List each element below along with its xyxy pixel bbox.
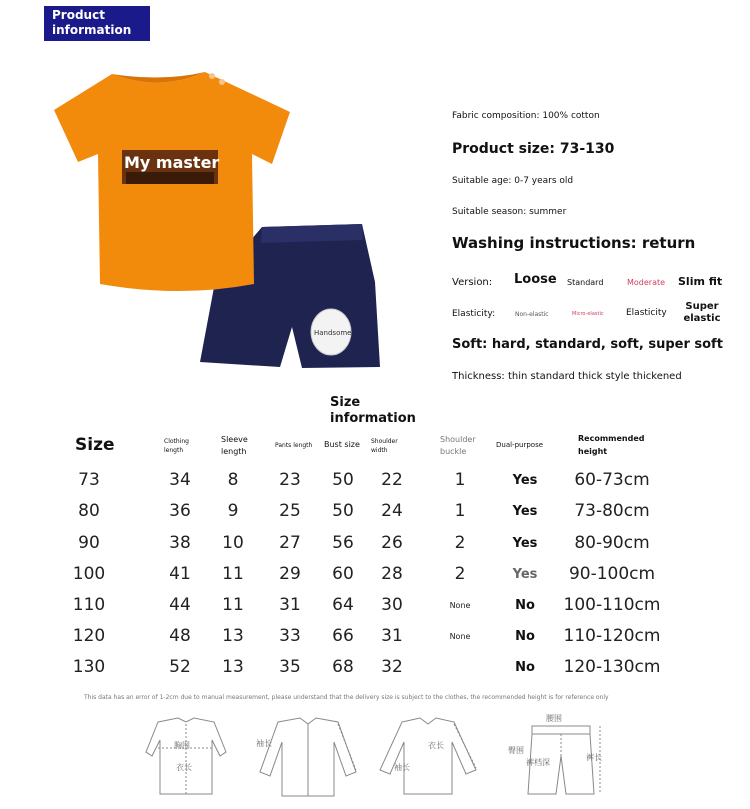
- version-option-moderate: Moderate: [627, 278, 666, 287]
- shirt-print-text: My master: [124, 153, 220, 172]
- cell-shoulder-buckle: 1: [454, 470, 466, 490]
- softness-info: Soft: hard, standard, soft, super soft: [452, 337, 723, 352]
- cell-pants-length: 35: [279, 657, 301, 677]
- diagram-label-length: 衣长: [176, 763, 192, 772]
- cell-shoulder-buckle: 1: [454, 501, 466, 521]
- header-size: Size: [75, 435, 115, 455]
- header-sleeve-length-1: Sleeve: [221, 435, 248, 444]
- version-label: Version:: [452, 277, 493, 288]
- elasticity-option-elasticity: Elasticity: [626, 308, 667, 318]
- header-recommended-height-1: Recommended: [578, 434, 645, 443]
- cell-shoulder-buckle: 2: [454, 533, 466, 553]
- header-bust-size: Bust size: [324, 440, 360, 449]
- cell-bust-size: 60: [332, 564, 354, 584]
- cell-recommended-height: 100-110cm: [563, 595, 661, 615]
- cell-pants-length: 33: [279, 626, 301, 646]
- cell-size: 120: [72, 626, 106, 646]
- cell-shoulder-width: 26: [381, 533, 403, 553]
- cell-pants-length: 27: [279, 533, 301, 553]
- cell-dual-purpose: Yes: [512, 473, 538, 488]
- suitable-season: Suitable season: summer: [452, 207, 567, 217]
- cell-size: 80: [78, 501, 100, 521]
- suitable-age: Suitable age: 0-7 years old: [452, 176, 574, 186]
- header-recommended-height-2: height: [578, 447, 608, 456]
- shirt-measurement-diagrams: [128, 712, 368, 802]
- cell-recommended-height: 80-90cm: [574, 533, 650, 553]
- cell-sleeve-length: 13: [222, 657, 244, 677]
- header-shoulder-buckle-2: buckle: [440, 447, 467, 456]
- header-shoulder-width: [371, 437, 398, 455]
- cell-bust-size: 68: [332, 657, 354, 677]
- diagram-label-waist: 腰围: [546, 714, 562, 723]
- cell-bust-size: 50: [332, 501, 354, 521]
- header-clothing-length: [164, 437, 189, 455]
- cell-shoulder-width: 28: [381, 564, 403, 584]
- header-shoulder-width-1: Shoulder: [371, 438, 398, 445]
- cell-recommended-height: 60-73cm: [574, 470, 650, 490]
- cell-pants-length: 29: [279, 564, 301, 584]
- version-option-standard: Standard: [567, 278, 604, 287]
- size-info-title-line2: information: [330, 411, 416, 426]
- cell-shoulder-width: 24: [381, 501, 403, 521]
- cell-size: 110: [72, 595, 106, 615]
- product-size: Product size: 73-130: [452, 141, 615, 157]
- thickness-info: Thickness: thin standard thick style thickened: [452, 371, 682, 382]
- diagram-label-rise: 裤档深: [526, 758, 550, 767]
- cell-shoulder-buckle: None: [449, 601, 471, 610]
- cell-pants-length: 25: [279, 501, 301, 521]
- diagram-label-sleeve-1: 袖长: [256, 739, 272, 748]
- cell-shoulder-buckle: 2: [454, 564, 466, 584]
- diagram-label-length-2: 衣长: [428, 741, 444, 750]
- cell-shoulder-width: 22: [381, 470, 403, 490]
- elasticity-option-non-elastic: Non-elastic: [515, 311, 549, 318]
- cell-size: 73: [78, 470, 100, 490]
- cell-bust-size: 56: [332, 533, 354, 553]
- cell-dual-purpose: Yes: [512, 504, 538, 519]
- diagram-label-hip: 臀围: [508, 746, 524, 755]
- cell-recommended-height: 90-100cm: [568, 564, 656, 584]
- header-pants-length: Pants length: [275, 442, 313, 449]
- badge-line2: information: [52, 23, 132, 37]
- cell-shoulder-width: 31: [381, 626, 403, 646]
- cell-pants-length: 23: [279, 470, 301, 490]
- cell-bust-size: 66: [332, 626, 354, 646]
- header-shoulder-buckle: [440, 434, 476, 458]
- version-option-slim-fit: Slim fit: [678, 275, 723, 288]
- measurement-disclaimer: This data has an error of 1-2cm due to manual measurement, please understand that the delivery size is subject to the clothes, the recommended height is for reference only: [84, 694, 609, 701]
- cell-sleeve-length: 10: [222, 533, 244, 553]
- elasticity-option-micro-elastic: Micro-elastic: [572, 311, 604, 317]
- cell-sleeve-length: 11: [222, 595, 244, 615]
- badge-line1: Product: [52, 8, 105, 22]
- header-dual-purpose: Dual-purpose: [496, 441, 544, 449]
- version-option-loose: Loose: [514, 272, 557, 287]
- header-shoulder-buckle-1: Shoulder: [440, 435, 476, 444]
- cell-clothing-length: 34: [169, 470, 191, 490]
- cell-pants-length: 31: [279, 595, 301, 615]
- cell-dual-purpose: Yes: [512, 567, 538, 582]
- cell-dual-purpose: No: [515, 598, 535, 613]
- cell-size: 100: [72, 564, 106, 584]
- cell-clothing-length: 36: [169, 501, 191, 521]
- header-sleeve-length-2: length: [221, 447, 247, 456]
- cell-clothing-length: 44: [169, 595, 191, 615]
- cell-recommended-height: 110-120cm: [563, 626, 661, 646]
- cell-sleeve-length: 11: [222, 564, 244, 584]
- product-info-badge: [44, 6, 150, 41]
- header-recommended-height: [578, 432, 645, 458]
- diagram-label-bust: 胸围: [174, 741, 190, 750]
- longsleeve-measurement-diagram: [372, 712, 482, 802]
- size-info-title: [330, 395, 416, 427]
- cell-bust-size: 50: [332, 470, 354, 490]
- cell-sleeve-length: 9: [227, 501, 239, 521]
- cell-sleeve-length: 13: [222, 626, 244, 646]
- cell-recommended-height: 120-130cm: [563, 657, 661, 677]
- header-sleeve-length: [221, 434, 248, 458]
- fabric-composition: Fabric composition: 100% cotton: [452, 111, 600, 121]
- cell-dual-purpose: Yes: [512, 536, 538, 551]
- cell-clothing-length: 38: [169, 533, 191, 553]
- cell-recommended-height: 73-80cm: [574, 501, 650, 521]
- size-info-title-line1: Size: [330, 395, 361, 410]
- elasticity-option-super-elastic: Super elastic: [683, 301, 721, 324]
- cell-shoulder-buckle: None: [449, 632, 471, 641]
- washing-instructions: Washing instructions: return: [452, 234, 696, 252]
- header-clothing-length-1: Clothing: [164, 438, 189, 445]
- header-shoulder-width-2: width: [371, 447, 388, 454]
- cell-dual-purpose: No: [515, 629, 535, 644]
- cell-sleeve-length: 8: [227, 470, 239, 490]
- diagram-label-sleeve-2: 袖长: [394, 763, 410, 772]
- cell-size: 130: [72, 657, 106, 677]
- shorts-patch-text: Handsome: [314, 329, 352, 337]
- diagram-label-pants-length: 裤长: [586, 753, 602, 762]
- header-clothing-length-2: length: [164, 447, 184, 454]
- cell-dual-purpose: No: [515, 660, 535, 675]
- cell-clothing-length: 48: [169, 626, 191, 646]
- cell-bust-size: 64: [332, 595, 354, 615]
- elasticity-label: Elasticity:: [452, 309, 496, 319]
- cell-shoulder-width: 32: [381, 657, 403, 677]
- cell-clothing-length: 52: [169, 657, 191, 677]
- cell-clothing-length: 41: [169, 564, 191, 584]
- cell-shoulder-width: 30: [381, 595, 403, 615]
- cell-size: 90: [78, 533, 100, 553]
